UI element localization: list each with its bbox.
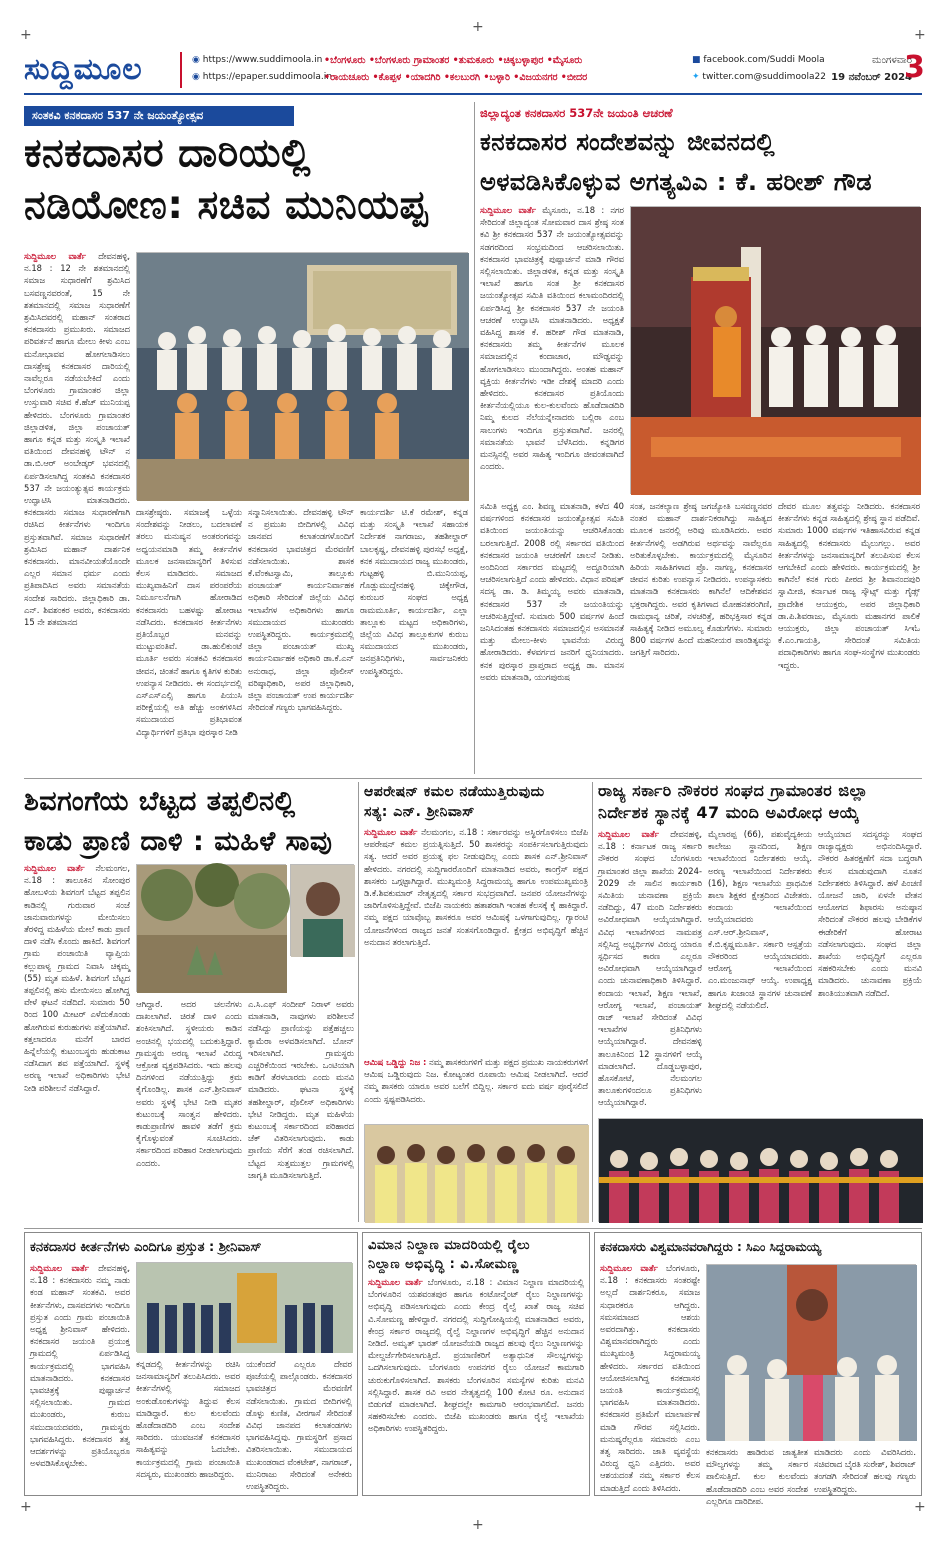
story2-headline-line1: ಕನಕದಾಸರ ಸಂದೇಶವನ್ನು ಜೀವನದಲ್ಲಿ — [480, 128, 776, 156]
logo-divider — [180, 52, 182, 88]
globe-icon: ◉ — [192, 55, 200, 65]
story3-lead-text: ನೆಲಮಂಗಲ, ನ.18 : ತಾಲೂಕಿನ ಸೋಂಪುರ ಹೋಬಳಿಯ ಶಿವಗಂಗೆ ಬೆಟ್ಟದ ತಪ್ಪಲಿನ ಕಾಡಿನಲ್ಲಿ ಗುರುವಾರ ಸಂಜೆ ಜಾನುವಾರುಗಳನ್ನು ಮೇಯಿಸಲು ತೆರಳಿದ್ದ ಮಹಿಳೆಯ ಮೇಲೆ ಕಾಡು ಪ್ರಾಣಿ ದಾಳಿ ನಡೆಸಿ ಕೊಂದು ಹಾಕಿದೆ. ಶಿವಗಂಗೆ ಗ್ರಾಮ ಪಂಚಾಯಿತಿ ವ್ಯಾಪ್ತಿಯ ಕಲ್ಲುಪಾಳ್ಯ ಗ್ರಾಮದ ನಿವಾಸಿ ಚಿಕ್ಕಮ್ಮ (55) ಮೃತ ಮಹಿಳೆ. ಶಿವಗಂಗೆ ಬೆಟ್ಟದ ತಪ್ಪಲಿನಲ್ಲಿ ಹಸು ಮೇಯಿಸಲು ಹೋಗಿದ್ದ ವೇಳೆ ಘಟನೆ ನಡೆದಿದೆ. ಸುಮಾರು 50 ರಿಂದ 100 ಮೀಟರ್ ಎಳೆದುಕೊಂಡು ಹೋಗಿರುವ ಕುರುಹುಗಳು ಪತ್ತೆಯಾಗಿವೆ. ಕತ್ತಲಾದರೂ ಮನೆಗೆ ಬಾರದ ಹಿನ್ನೆಲೆಯಲ್ಲಿ ಕುಟುಂಬಸ್ಥರು ಹುಡುಕಾಟ ನಡೆಸಿದಾಗ ಶವ ಪತ್ತೆಯಾಗಿದೆ. ಸ್ಥಳಕ್ಕೆ ಅರಣ್ಯ ಇಲಾಖೆ ಅಧಿಕಾರಿಗಳು ಭೇಟಿ ನೀಡಿ ಪರಿಶೀಲನೆ ನಡೆಸಿದ್ದಾರೆ. — [24, 863, 130, 1093]
story3-photo-forest — [136, 864, 286, 992]
column-divider-top — [474, 102, 475, 774]
district-list — [324, 52, 684, 86]
story1-lead-text: ದೇವನಹಳ್ಳಿ, ನ.18 : 12 ನೇ ಶತಮಾನದಲ್ಲಿ ಸಮಾಜ ಸುಧಾರಣೆಗೆ ಶ್ರಮಿಸಿದ ಬಸವಣ್ಣನವರಂತೆ, 15 ನೇ ಶತಮಾನದಲ್ಲಿ ಸಮಾಜ ಸುಧಾರಣೆಗೆ ಶ್ರಮಿಸಿದವರಲ್ಲಿ ಮಹಾನ್ ಸಂತರಾದ ಕನಕದಾಸರು ಪ್ರಮುಖರು. ಸಮಾಜದ ಪರಿವರ್ತನೆ ಹಾಗೂ ಮೇಲು ಕೀಳು ಎಂಬ ಮನೋಭಾವವ ಹೋಗಲಾಡಿಸಲು ದಾಸಶ್ರೇಷ್ಠ ಕನಕದಾಸರ ದಾರಿಯಲ್ಲಿ ನಾವೆಲ್ಲರೂ ನಡೆಯಬೇಕಿದೆ ಎಂದು ಬೆಂಗಳೂರು ಗ್ರಾಮಾಂತರ ಜಿಲ್ಲಾ ಉಸ್ತುವಾರಿ ಸಚಿವ ಕೆ.ಹೆಚ್ ಮುನಿಯಪ್ಪ ಹೇಳಿದರು. ಬೆಂಗಳೂರು ಗ್ರಾಮಾಂತರ ಜಿಲ್ಲಾಡಳಿತ, ಜಿಲ್ಲಾ ಪಂಚಾಯತ್ ಹಾಗೂ ಕನ್ನಡ ಮತ್ತು ಸಂಸ್ಕೃತಿ ಇಲಾಖೆ ವತಿಯಿಂದ ದೇವನಹಳ್ಳಿ ಟೌನ್ ನ ಡಾ.ಬಿ.ಆರ್ ಅಂಬೇಡ್ಕರ್ ಭವನದಲ್ಲಿ ಏರ್ಪಡಿಸಲಾಗಿದ್ದ ಸಂತಕವಿ ಕನಕದಾಸರ 537 ನೇ ಜಯಂತ್ಯುತ್ಸವ ಕಾರ್ಯಕ್ರಮ ಉದ್ಘಾಟಿಸಿ ಮಾತನಾಡಿದರು. ಕನಕದಾಸರು ಸಮಾಜ ಸುಧಾರಣೆಗಾಗಿ ರಚಿಸಿದ ಕೀರ್ತನೆಗಳು ಇಂದಿಗೂ ಪ್ರಸ್ತುತವಾಗಿವೆ. ಸಮಾಜ ಸುಧಾರಣೆಗೆ ಶ್ರಮಿಸಿದ ಮಹಾನ್ ದಾರ್ಶನಿಕ ಕನಕದಾಸರು. ಮಾನವೀಯತೆಯೊಂದೇ ಎಲ್ಲರ ಸಮಾನ ಧರ್ಮ ಎಂದು ಪ್ರತಿಪಾದಿಸಿದ ಅವರು ಸಮಾನತೆಯ ಸಂದೇಶ ಸಾರಿದರು. ಜಿಲ್ಲಾಧಿಕಾರಿ ಡಾ. ಎನ್. ಶಿವಶಂಕರ ಅವರು, ಕನಕದಾಸರು 15 ನೇ ಶತಮಾನದ — [24, 251, 130, 628]
story7-headline-line2: ನಿಲ್ದಾಣ ಅಭಿವೃದ್ಧಿ : ವಿ.ಸೋಮಣ್ಣ — [368, 1257, 520, 1272]
story2-photo — [630, 206, 920, 494]
page-number: 3 — [904, 50, 925, 85]
story6-byline: ಸುದ್ದಿಮೂಲ ವಾರ್ತೆ — [30, 1263, 89, 1273]
story8-lead-column — [600, 1262, 700, 1492]
story4-photo-image — [365, 1125, 589, 1223]
story1-headline-line2: ನಡಿಯೋಣ: ಸಚಿವ ಮುನಿಯಪ್ಪ — [24, 183, 428, 228]
story1-byline: ಸುದ್ದಿಮೂಲ ವಾರ್ತೆ — [24, 251, 86, 261]
story3-forest-image — [137, 865, 287, 993]
facebook-icon: ■ — [692, 55, 701, 65]
story4-headline-line2: ಸತ್ಯ: ಎನ್. ಶ್ರೀನಿವಾಸ್ — [364, 804, 475, 820]
story6-photo — [136, 1262, 352, 1352]
story4-headline-line1: ಆಪರೇಷನ್ ಕಮಲ ನಡೆಯುತ್ತಿರುವುದು — [364, 784, 545, 800]
crop-mark-bottom-right: + — [914, 1499, 926, 1515]
story4-byline: ಸುದ್ದಿಮೂಲ ವಾರ್ತೆ — [364, 827, 418, 837]
story5-photo — [598, 1118, 922, 1222]
website-urls — [192, 52, 332, 86]
story1-headline-line1: ಕನಕದಾಸರ ದಾರಿಯಲ್ಲಿ — [24, 131, 311, 176]
story6-photo-image — [137, 1263, 353, 1353]
story7-lead-column — [368, 1276, 584, 1492]
story4-subhead: ಆಮಿಷ ಒಡ್ಡಿದ್ದು ನಿಜ : — [364, 1057, 427, 1067]
crop-mark-top-center: + — [472, 19, 484, 35]
masthead-logo: ಸುದ್ದಿಮೂಲ — [24, 52, 143, 87]
district-line-1: •ಬೆಂಗಳೂರು •ಬೆಂಗಳೂರು ಗ್ರಾಮಾಂತರ •ತುಮಕೂರು •ಚಿಕ್ಕಬಳ್ಳಾಪುರ •ಮೈಸೂರು — [324, 55, 583, 66]
story5-headline-line2: ನಿರ್ದೇಶಕ ಸ್ಥಾನಕ್ಕೆ 47 ಮಂದಿ ಅವಿರೋಧ ಆಯ್ಕೆ — [598, 803, 860, 822]
twitter-icon: ✦ — [692, 72, 700, 82]
story3-headline-line2: ಕಾಡು ಪ್ರಾಣಿ ದಾಳಿ : ಮಹಿಳೆ ಸಾವು — [24, 826, 333, 857]
crop-mark-top-right: + — [914, 27, 926, 43]
story1-lead-column — [24, 250, 130, 770]
twitter-link[interactable]: twitter.com@suddimoola22 — [702, 72, 826, 82]
story1-column-2: ದಾಸಶ್ರೇಷ್ಠರು. ಸಮಾಜಕ್ಕೆ ಒಳ್ಳೆಯ ಸಂದೇಶವನ್ನು ನೀಡಲು, ಬದಲಾವಣೆ ತರಲು ಮನುಷ್ಯನ ಅಂತರಂಗವನ್ನು ಅಧ್ಯಯನಮಾಡಿ ತಮ್ಮ ಕೀರ್ತನೆಗಳ ಮೂಲಕ ಜನಸಾಮಾನ್ಯರಿಗೆ ತಿಳಿಸುವ ಕೆಲಸ ಮಾಡಿದರು. ಸಮಾಜದ ಮುಖ್ಯವಾಹಿನಿಗೆ ದಾಸ ಪರಂಪರೆಯ ನಿರ್ಮೂಲನೆಗಾಗಿ ಹೋರಾಡಿದ ಕನಕದಾಸರು ಬಹಳಷ್ಟು ಹೋರಾಟ ನಡೆಸಿದರು. ಕನಕದಾಸರ ಕೀರ್ತನೆಗಳು ಪ್ರತಿಯೊಬ್ಬರ ಮನವನ್ನು ಮುಟ್ಟುವಂತಿವೆ. ಡಾ.ಹುಲಿಕುಂಟೆ ಮೂರ್ತಿ ಅವರು ಸಂತಕವಿ ಕನಕದಾಸರ ಜೀವನ, ಚಿಂತನೆ ಹಾಗೂ ಕೃತಿಗಳ ಕುರಿತು ಉಪನ್ಯಾಸ ನೀಡಿದರು. ಈ ಸಂದರ್ಭದಲ್ಲಿ ಎಸ್ಎಸ್ಎಲ್ಸಿ ಹಾಗೂ ಪಿಯುಸಿ ಪರೀಕ್ಷೆಯಲ್ಲಿ ಅತಿ ಹೆಚ್ಚು ಅಂಕಗಳಿಸಿದ ಸಮುದಾಯದ ಪ್ರತಿಭಾವಂತ ವಿದ್ಯಾರ್ಥಿಗಳಿಗೆ ಪ್ರತಿಭಾ ಪುರಸ್ಕಾರ ನೀಡಿ — [136, 507, 242, 737]
story3-headline-line1: ಶಿವಗಂಗೆಯ ಬೆಟ್ಟದ ತಪ್ಪಲಿನಲ್ಲಿ — [24, 786, 296, 817]
story6-headline[interactable]: ಕನಕದಾಸರ ಕೀರ್ತನೆಗಳು ಎಂದಿಗೂ ಪ್ರಸ್ತುತ : ಶ್ರೀನಿವಾಸ್ — [30, 1240, 262, 1255]
story5-headline[interactable] — [598, 780, 922, 824]
crop-mark-bottom-center: + — [472, 1517, 484, 1533]
story4-lead-column — [364, 826, 588, 1052]
story4-headline[interactable] — [364, 782, 590, 822]
story5-byline: ಸುದ್ದಿಮೂಲ ವಾರ್ತೆ — [598, 829, 659, 839]
story8-lead-text: ಬೆಂಗಳೂರು, ನ.18 : ಕನಕದಾಸರು ಸಂತರಷ್ಟೇ ಅಲ್ಲದೆ ದಾರ್ಶನಿಕರೂ, ಸಮಾಜ ಸುಧಾರಕರೂ ಆಗಿದ್ದರು. ಸಮಸಮಾಜದ ಆಶಯ ಅವರದಾಗಿತ್ತು. ಕನಕದಾಸರು ವಿಶ್ವಮಾನವರಾಗಿದ್ದರು ಎಂದು ಮುಖ್ಯಮಂತ್ರಿ ಸಿದ್ದರಾಮಯ್ಯ ಹೇಳಿದರು. ಸರ್ಕಾರದ ವತಿಯಿಂದ ಆಯೋಜಿಸಲಾಗಿದ್ದ ಕನಕದಾಸರ ಜಯಂತಿ ಕಾರ್ಯಕ್ರಮದಲ್ಲಿ ಭಾಗವಹಿಸಿ ಮಾತನಾಡಿದರು. ಕನಕದಾಸರ ಪ್ರತಿಮೆಗೆ ಮಾಲಾರ್ಪಣೆ ಮಾಡಿ ಗೌರವ ಸಲ್ಲಿಸಿದರು. ಮನುಷ್ಯರೆಲ್ಲರೂ ಸಮಾನರು ಎಂಬ ತತ್ವ ಸಾರಿದರು. ಜಾತಿ ವ್ಯವಸ್ಥೆಯ ವಿರುದ್ಧ ಧ್ವನಿ ಎತ್ತಿದರು. ಅವರ ಆಶಯದಂತೆ ನಮ್ಮ ಸರ್ಕಾರ ಕೆಲಸ ಮಾಡುತ್ತಿದೆ ಎಂದು ತಿಳಿಸಿದರು. — [600, 1263, 700, 1493]
story7-headline[interactable] — [368, 1236, 588, 1274]
story8-photo — [706, 1264, 916, 1440]
story2-column-4: ದೇವರ ಮೂಲ ತತ್ವವನ್ನು ನೀಡಿದರು. ಕನಕದಾಸರ ಕೀರ್ತನೆಗಳು ಕನ್ನಡ ಸಾಹಿತ್ಯದಲ್ಲಿ ಶ್ರೇಷ್ಠ ಸ್ಥಾನ ಪಡೆದಿವೆ. ಸುಮಾರು 1000 ವರ್ಷಗಳ ಇತಿಹಾಸವಿರುವ ಕನ್ನಡ ಸಾಹಿತ್ಯದಲ್ಲಿ ಕನಕದಾಸರು ಮೈಲುಗಲ್ಲು. ಅವರ ಕೀರ್ತನೆಗಳನ್ನು ಜನಸಾಮಾನ್ಯರಿಗೆ ತಲುಪಿಸುವ ಕೆಲಸ ಆಗಬೇಕಿದೆ ಎಂದು ಹೇಳಿದರು. ಕಾರ್ಯಕ್ರಮದಲ್ಲಿ ಶ್ರೀ ಕಾಗಿನೆಲೆ ಕನಕ ಗುರು ಪೀಠದ ಶ್ರೀ ಶಿವಾನಂದಪುರಿ ಸ್ವಾಮೀಜಿ, ಕರ್ನಾಟಕ ರಾಜ್ಯ ಸ್ಕೌಟ್ಸ್ ಮತ್ತು ಗೈಡ್ಸ್ ಪ್ರಾದೇಶಿಕ ಆಯುಕ್ತರು, ಅಪರ ಜಿಲ್ಲಾಧಿಕಾರಿ ಡಾ.ಪಿ.ಶಿವರಾಜು, ಮೈಸೂರು ಮಹಾನಗರ ಪಾಲಿಕೆ ಆಯುಕ್ತರು, ಜಿಲ್ಲಾ ಪಂಚಾಯತ್ ಸಿಇಓ ಕೆ.ಎಂ.ಗಾಯತ್ರಿ, ಸೇರಿದಂತೆ ಸಮಿತಿಯ ಪದಾಧಿಕಾರಿಗಳು ಹಾಗೂ ಸಂಘ-ಸಂಸ್ಥೆಗಳ ಮುಖಂಡರು ಇದ್ದರು. — [778, 501, 920, 670]
issue-date-text: 19 ನವೆಂಬರ್ 2024 — [831, 72, 912, 83]
victim-portrait-image — [291, 865, 355, 957]
story1-column-4: ಕಾರ್ಯದರ್ಶಿ ಟಿ.ಕೆ ರಮೇಶ್, ಕನ್ನಡ ಮತ್ತು ಸಂಸ್ಕೃತಿ ಇಲಾಖೆ ಸಹಾಯಕ ನಿರ್ದೇಶಕ ನಾಗರಾಜು, ತಹಶೀಲ್ದಾರ್ ಬಾಲಕೃಷ್ಣ, ದೇವನಹಳ್ಳಿ ಪುರಸಭೆ ಅಧ್ಯಕ್ಷೆ, ಕನಕ ಸಮುದಾಯದ ರಾಜ್ಯ ಮುಖಂಡರು, ಗುಟ್ಟಹಳ್ಳಿ ಬಿ.ಮುನಿಯಪ್ಪ, ಗೊಡ್ಲುಮುದ್ದೇನಹಳ್ಳಿ ಚಿಕ್ಕೇಗೌಡ, ಕುರುಬರ ಸಂಘದ ಅಧ್ಯಕ್ಷ ರಾಮಮೂರ್ತಿ, ಕಾರ್ಯದರ್ಶಿ, ಎಲ್ಲಾ ತಾಲ್ಲೂಕು ಮಟ್ಟದ ಅಧಿಕಾರಿಗಳು, ಜಿಲ್ಲೆಯ ವಿವಿಧ ತಾಲ್ಲೂಕುಗಳ ಕುರುಬ ಸಮುದಾಯದ ಮುಖಂಡರು, ಜನಪ್ರತಿನಿಧಿಗಳು, ಸಾರ್ವಜನಿಕರು ಉಪಸ್ಥಿತರಿದ್ದರು. — [360, 507, 468, 676]
url-epaper[interactable]: https://epaper.suddimoola.in — [202, 72, 332, 82]
story6-column-3: ಯುಕೆಂದರೆ ಎಲ್ಲರೂ ದೇವರ ಪೂಜೆಯಲ್ಲಿ ಪಾಲ್ಗೊಂಡರು. ಕನಕದಾಸರ ಭಾವಚಿತ್ರದ ಮೆರವಣಿಗೆ ನಡೆಸಲಾಯಿತು. ಗ್ರಾಮದ ಬೀದಿಗಳಲ್ಲಿ ಡೊಳ್ಳು ಕುಣಿತ, ವೀರಗಾಸೆ ಸೇರಿದಂತೆ ವಿವಿಧ ಜಾನಪದ ಕಲಾತಂಡಗಳು ಭಾಗವಹಿಸಿದ್ದವು. ಗ್ರಾಮಸ್ಥರಿಗೆ ಪ್ರಸಾದ ವಿತರಿಸಲಾಯಿತು. ಸಮುದಾಯದ ಮುಖಂಡರಾದ ವೆಂಕಟೇಶ್, ನಾಗರಾಜ್, ಮುನಿರಾಜು ಸೇರಿದಂತೆ ಅನೇಕರು ಉಪಸ್ಥಿತರಿದ್ದರು. — [246, 1359, 352, 1492]
story4-subsection — [364, 1056, 588, 1120]
horizontal-divider-lower — [24, 1228, 922, 1229]
story2-kicker: ಜಿಲ್ಲಾದ್ಯಂತ ಕನಕದಾಸರ 537ನೇ ಜಯಂತಿ ಆಚರಣೆ — [480, 106, 673, 120]
story1-column-3: ಸನ್ಮಾನಿಸಲಾಯಿತು. ದೇವನಹಳ್ಳಿ ಟೌನ್ ನ ಪ್ರಮುಖ ಬೀದಿಗಳಲ್ಲಿ ವಿವಿಧ ಜಾನಪದ ಕಲಾತಂಡಗಳೊಂದಿಗೆ ಕನಕದಾಸರ ಭಾವಚಿತ್ರದ ಮೆರವಣಿಗೆ ನಡೆಸಲಾಯಿತು. ಶಾಸಕ ಕೆ.ವೆಂಕಟಸ್ವಾಮಿ, ತಾಲ್ಲೂಕು ಪಂಚಾಯತ್ ಕಾರ್ಯನಿರ್ವಾಹಕ ಅಧಿಕಾರಿ ಸೇರಿದಂತೆ ಜಿಲ್ಲೆಯ ವಿವಿಧ ಇಲಾಖೆಗಳ ಅಧಿಕಾರಿಗಳು ಹಾಗೂ ಸಮುದಾಯದ ಮುಖಂಡರು ಉಪಸ್ಥಿತರಿದ್ದರು. ಕಾರ್ಯಕ್ರಮದಲ್ಲಿ ಜಿಲ್ಲಾ ಪಂಚಾಯತ್ ಮುಖ್ಯ ಕಾರ್ಯನಿರ್ವಾಹಕ ಅಧಿಕಾರಿ ಡಾ.ಕೆ.ಎನ್ ಅನುರಾಧ, ಜಿಲ್ಲಾ ಪೊಲೀಸ್ ವರಿಷ್ಠಾಧಿಕಾರಿ, ಅಪರ ಜಿಲ್ಲಾಧಿಕಾರಿ, ಜಿಲ್ಲಾ ಪಂಚಾಯತ್ ಉಪ ಕಾರ್ಯದರ್ಶಿ ಸೇರಿದಂತೆ ಗಣ್ಯರು ಭಾಗವಹಿಸಿದ್ದರು. — [248, 507, 354, 713]
story2-column-3: ಸಂತ, ಜನಕಲ್ಯಾಣ ಶ್ರೇಷ್ಠ ಜಗಜ್ಯೋತಿ ಬಸವಣ್ಣನವರ ನಂತರ ಮಹಾನ್ ದಾರ್ಶನಿಕರಾಗಿದ್ದು ಸಾಹಿತ್ಯದ ಮೂಲಕ ಜನರಲ್ಲಿ ಅರಿವು ಮೂಡಿಸಿದರು. ಅವರ ಕೀರ್ತನೆಗಳಲ್ಲಿ ಅಡಗಿರುವ ಅರ್ಥವನ್ನು ನಾವೆಲ್ಲರೂ ಅರಿತುಕೊಳ್ಳಬೇಕು. ಕಾರ್ಯಕ್ರಮದಲ್ಲಿ ಮೈಸೂರಿನ ಹಿರಿಯ ಸಾಹಿತಿಗಳಾದ ಪ್ರೊ. ನಾಗಣ್ಣ, ಕನಕದಾಸರ ಜೀವನ ಕುರಿತು ಉಪನ್ಯಾಸ ನೀಡಿದರು. ಉಪನ್ಯಾಸಕರು ಮಾತನಾಡಿ ಕನಕದಾಸರು ಕಾಗಿನೆಲೆ ಆದಿಕೇಶವನ ಭಕ್ತರಾಗಿದ್ದರು. ಅವರ ಕೃತಿಗಳಾದ ಮೋಹನತರಂಗಿಣಿ, ರಾಮಧಾನ್ಯ ಚರಿತೆ, ನಳಚರಿತ್ರೆ, ಹರಿಭಕ್ತಿಸಾರ ಕನ್ನಡ ಸಾಹಿತ್ಯಕ್ಕೆ ನೀಡಿದ ಅಮೂಲ್ಯ ಕೊಡುಗೆಗಳು. ಸುಮಾರು 800 ವರ್ಷಗಳ ಹಿಂದೆ ಮಹನೀಯರ ಪಾಂಡಿತ್ಯವನ್ನು ಜಗತ್ತಿಗೆ ಸಾರಿದರು. — [630, 501, 772, 658]
story4-lead-text: ನೆಲಮಂಗಲ, ನ.18 : ಸರ್ಕಾರವನ್ನು ಅಸ್ಥಿರಗೊಳಿಸಲು ಬಿಜೆಪಿ ಆಪರೇಷನ್ ಕಮಲ ಪ್ರಯತ್ನಿಸುತ್ತಿದೆ. 50 ಶಾಸಕರನ್ನು ಸಂಪರ್ಕಿಸಲಾಗುತ್ತಿರುವುದು ಸತ್ಯ. ಆದರೆ ಅವರ ಪ್ರಯತ್ನ ಫಲ ನೀಡುವುದಿಲ್ಲ ಎಂದು ಶಾಸಕ ಎನ್.ಶ್ರೀನಿವಾಸ್ ಹೇಳಿದರು. ನಗರದಲ್ಲಿ ಸುದ್ದಿಗಾರರೊಂದಿಗೆ ಮಾತನಾಡಿದ ಅವರು, ಕಾಂಗ್ರೆಸ್ ಪಕ್ಷದ ಶಾಸಕರು ಒಗ್ಗಟ್ಟಾಗಿದ್ದಾರೆ. ಮುಖ್ಯಮಂತ್ರಿ ಸಿದ್ದರಾಮಯ್ಯ ಹಾಗೂ ಉಪಮುಖ್ಯಮಂತ್ರಿ ಡಿ.ಕೆ.ಶಿವಕುಮಾರ್ ನೇತೃತ್ವದಲ್ಲಿ ಸರ್ಕಾರ ಸುಭದ್ರವಾಗಿದೆ. ಜನಪರ ಯೋಜನೆಗಳನ್ನು ಜಾರಿಗೊಳಿಸುತ್ತಿದ್ದೇವೆ. ಬಿಜೆಪಿ ನಾಯಕರು ಹತಾಶರಾಗಿ ಇಂತಹ ಕೆಲಸಕ್ಕೆ ಕೈ ಹಾಕಿದ್ದಾರೆ. ನಮ್ಮ ಪಕ್ಷದ ಯಾವೊಬ್ಬ ಶಾಸಕರೂ ಅವರ ಆಮಿಷಕ್ಕೆ ಒಳಗಾಗುವುದಿಲ್ಲ. ಗ್ಯಾರಂಟಿ ಯೋಜನೆಗಳಿಂದ ರಾಜ್ಯದ ಜನತೆ ಸಂತಸಗೊಂಡಿದ್ದಾರೆ. ಕ್ಷೇತ್ರದ ಅಭಿವೃದ್ಧಿಗೆ ಹೆಚ್ಚಿನ ಅನುದಾನ ತರಲಾಗುತ್ತಿದೆ. — [364, 827, 588, 947]
column-divider-middle-left — [358, 782, 359, 1222]
crop-mark-bottom-left: + — [20, 1499, 32, 1515]
story1-headline[interactable] — [24, 128, 472, 232]
story5-photo-image — [599, 1119, 923, 1223]
story3-byline: ಸುದ್ದಿಮೂಲ ವಾರ್ತೆ — [24, 863, 85, 873]
masthead-rule — [24, 93, 922, 95]
story2-headline-line2: ಅಳವಡಿಸಿಕೊಳ್ಳುವ ಅಗತ್ಯವಿಎ : ಕೆ. ಹರೀಶ್ ಗೌಡ — [480, 168, 873, 196]
url-main[interactable]: https://www.suddimoola.in — [202, 55, 323, 65]
facebook-link[interactable]: facebook.com/Suddi Moola — [703, 55, 825, 65]
social-links — [692, 52, 826, 86]
story4-sub-text: ನಮ್ಮ ಶಾಸಕರುಗಳಿಗೆ ಮತ್ತು ಪಕ್ಷದ ಪ್ರಮುಖ ನಾಯಕರುಗಳಿಗೆ ಆಮಿಷ ಒಡ್ಡಿರುವುದು ನಿಜ. ಕೋಟ್ಯಂತರ ರೂಪಾಯಿ ಆಮಿಷ ನೀಡಲಾಗಿದೆ. ಆದರೆ ನಮ್ಮ ಶಾಸಕರು ಯಾರೂ ಅವರ ಬಲೆಗೆ ಬಿದ್ದಿಲ್ಲ. ಸರ್ಕಾರ ಐದು ವರ್ಷ ಪೂರೈಸಲಿದೆ ಎಂದು ಸ್ಪಷ್ಟಪಡಿಸಿದರು. — [364, 1057, 588, 1104]
story6-lead-text: ದೇವನಹಳ್ಳಿ, ನ.18 : ಕನಕದಾಸರು ನಮ್ಮ ನಾಡು ಕಂಡ ಮಹಾನ್ ಸಂತಕವಿ. ಅವರ ಕೀರ್ತನೆಗಳು, ದಾಸಪದಗಳು ಇಂದಿಗೂ ಪ್ರಸ್ತುತ ಎಂದು ಗ್ರಾಮ ಪಂಚಾಯಿತಿ ಅಧ್ಯಕ್ಷ ಶ್ರೀನಿವಾಸ್ ಹೇಳಿದರು. ಕನಕದಾಸರ ಜಯಂತಿ ಪ್ರಯುಕ್ತ ಗ್ರಾಮದಲ್ಲಿ ಏರ್ಪಡಿಸಿದ್ದ ಕಾರ್ಯಕ್ರಮದಲ್ಲಿ ಭಾಗವಹಿಸಿ ಮಾತನಾಡಿದರು. ಕನಕದಾಸರ ಭಾವಚಿತ್ರಕ್ಕೆ ಪುಷ್ಪಾರ್ಚನೆ ಸಲ್ಲಿಸಲಾಯಿತು. ಗ್ರಾಮದ ಮುಖಂಡರು, ಕುರುಬ ಸಮುದಾಯದವರು, ಗ್ರಾಮಸ್ಥರು ಭಾಗವಹಿಸಿದ್ದರು. ಕನಕದಾಸರ ತತ್ವ ಆದರ್ಶಗಳನ್ನು ಪ್ರತಿಯೊಬ್ಬರೂ ಅಳವಡಿಸಿಕೊಳ್ಳಬೇಕು. — [30, 1263, 130, 1469]
story1-photo — [136, 252, 468, 500]
issue-day: ಮಂಗಳವಾರ — [871, 55, 912, 66]
issue-date — [828, 52, 912, 86]
horizontal-divider-middle — [24, 778, 922, 779]
crop-mark-top-left: + — [20, 27, 32, 43]
story7-lead-text: ಬೆಂಗಳೂರು, ನ.18 : ವಿಮಾನ ನಿಲ್ದಾಣ ಮಾದರಿಯಲ್ಲಿ ಬೆಂಗಳೂರಿನ ಯಶವಂತಪುರ ಹಾಗೂ ಕಂಟೋನ್ಮೆಂಟ್ ರೈಲು ನಿಲ್ದಾಣಗಳನ್ನು ಅಭಿವೃದ್ಧಿ ಪಡಿಸಲಾಗುವುದು ಎಂದು ಕೇಂದ್ರ ರೈಲ್ವೆ ಖಾತೆ ರಾಜ್ಯ ಸಚಿವ ವಿ.ಸೋಮಣ್ಣ ಹೇಳಿದ್ದಾರೆ. ನಗರದಲ್ಲಿ ಸುದ್ದಿಗೋಷ್ಠಿಯಲ್ಲಿ ಮಾತನಾಡಿದ ಅವರು, ಕೇಂದ್ರ ಸರ್ಕಾರ ರಾಜ್ಯದಲ್ಲಿ ರೈಲ್ವೆ ನಿಲ್ದಾಣಗಳ ಅಭಿವೃದ್ಧಿಗೆ ಹೆಚ್ಚಿನ ಅನುದಾನ ನೀಡಿದೆ. ಅಮೃತ್ ಭಾರತ್ ಯೋಜನೆಯಡಿ ರಾಜ್ಯದ ಹಲವು ರೈಲು ನಿಲ್ದಾಣಗಳನ್ನು ಮೇಲ್ದರ್ಜೆಗೇರಿಸಲಾಗುತ್ತಿದೆ. ಪ್ರಯಾಣಿಕರಿಗೆ ಅತ್ಯಾಧುನಿಕ ಸೌಲಭ್ಯಗಳನ್ನು ಒದಗಿಸಲಾಗುವುದು. ಬೆಂಗಳೂರು ಉಪನಗರ ರೈಲು ಯೋಜನೆ ಕಾಮಗಾರಿ ಚುರುಕುಗೊಳಿಸಲಾಗಿದೆ. ಶಾಸಕರು ಬೆಂಗಳೂರಿನ ಸಮಸ್ಯೆಗಳ ಕುರಿತು ಮನವಿ ಸಲ್ಲಿಸಿದ್ದಾರೆ. ಶಾಸಕ ರವಿ ಅವರ ನೇತೃತ್ವದಲ್ಲಿ 100 ಕೋಟಿ ರೂ. ಅನುದಾನ ಬಿಡುಗಡೆ ಮಾಡಲಾಗಿದೆ. ಶೀಘ್ರದಲ್ಲೇ ಕಾಮಗಾರಿ ಆರಂಭವಾಗಲಿದೆ. ಜನರು ಸಹಕರಿಸಬೇಕು ಎಂದರು. ಬಿಜೆಪಿ ಮುಖಂಡರು ಹಾಗೂ ರೈಲ್ವೆ ಇಲಾಖೆಯ ಅಧಿಕಾರಿಗಳು ಉಪಸ್ಥಿತರಿದ್ದರು. — [368, 1277, 584, 1434]
story8-column-2: ಕನಕದಾಸರು ಹಾಡಿರುವ ಜಾತ್ಯತೀತ ಮೌಲ್ಯಗಳನ್ನು ತಮ್ಮ ಸರ್ಕಾರ ಪಾಲಿಸುತ್ತಿದೆ. ಕುಲ ಕುಲವೆಂದು ಹೊಡೆದಾಡದಿರಿ ಎಂಬ ಅವರ ಸಂದೇಶ ಎಲ್ಲರಿಗೂ ದಾರಿದೀಪ. — [706, 1447, 808, 1506]
story2-lead-text: ಮೈಸೂರು, ನ.18 : ನಗರ ಸೇರಿದಂತೆ ಜಿಲ್ಲಾದ್ಯಂತ ಸೋಮವಾರ ದಾಸ ಶ್ರೇಷ್ಠ ಸಂತ ಕವಿ ಶ್ರೀ ಕನಕದಾಸರ 537 ನೇ ಜಯಂತ್ಯೋತ್ಸವವನ್ನು ಸಡಗರದಿಂದ ಸಂಭ್ರಮದಿಂದ ಆಚರಿಸಲಾಯಿತು. ಕನಕದಾಸರ ಭಾವಚಿತ್ರಕ್ಕೆ ಪುಷ್ಪಾರ್ಚನೆ ಮಾಡಿ ಗೌರವ ಸಲ್ಲಿಸಲಾಯಿತು. ಜಿಲ್ಲಾಡಳಿತ, ಕನ್ನಡ ಮತ್ತು ಸಂಸ್ಕೃತಿ ಇಲಾಖೆ ಹಾಗೂ ಸಂತ ಶ್ರೀ ಕನಕದಾಸರ ಜಯಂತ್ಯೋತ್ಸವ ಸಮಿತಿ ವತಿಯಿಂದ ಕಲಾಮಂದಿರದಲ್ಲಿ ಏರ್ಪಡಿಸಿದ್ದ ಶ್ರೀ ಕನಕದಾಸರ 537 ನೇ ಜಯಂತಿ ಆಚರಣೆ ಉದ್ಘಾಟಿಸಿ ಮಾತನಾಡಿದರು. ಅಧ್ಯಕ್ಷತೆ ವಹಿಸಿದ್ದ ಶಾಸಕ ಕೆ. ಹರೀಶ್ ಗೌಡ ಮಾತನಾಡಿ, ಕನಕದಾಸರು ತಮ್ಮ ಕೀರ್ತನೆಗಳ ಮೂಲಕ ಸಮಾಜದಲ್ಲಿನ ಕಂದಾಚಾರ, ಮೌಢ್ಯವನ್ನು ಹೋಗಲಾಡಿಸಲು ಮುಂದಾಗಿದ್ದರು. ಅಂತಹ ಮಹಾನ್ ವ್ಯಕ್ತಿಯ ಕೀರ್ತನೆಗಳು ಇಡೀ ದೇಶಕ್ಕೆ ಮಾದರಿ ಎಂದು ಹೇಳಿದರು. ಕನಕದಾಸರ ಪ್ರತಿಯೊಂದು ಕೀರ್ತನೆಯಲ್ಲಿಯೂ ಕುಲ-ಕುಲವೆಂದು ಹೊಡೆದಾಡದಿರಿ ನಿಮ್ಮ ಕುಲದ ನೆಲೆಯನ್ನೇನಾದರು ಬಲ್ಲಿರಾ ಎಂಬ ಸಾಲುಗಳು ಇಂದಿಗೂ ಪ್ರಸ್ತುತವಾಗಿವೆ. ಜನರಲ್ಲಿ ಸಮಾನತೆಯ ಭಾವನೆ ಬೆಳೆಸಿದರು. ಕನ್ನಡಿಗರ ಮನಸ್ಸಿನಲ್ಲಿ ಅವರ ಸಾಹಿತ್ಯ ಇಂದಿಗೂ ಜೀವಂತವಾಗಿದೆ ಎಂದರು. — [480, 205, 624, 472]
story1-kicker: ಸಂತಕವಿ ಕನಕದಾಸರ 537 ನೇ ಜಯಂತ್ಯೋತ್ಸವ — [24, 106, 294, 126]
story4-photo — [364, 1124, 588, 1222]
story3-photo-victim — [290, 864, 354, 956]
story3-column-3: ಎ.ಸಿ.ಎಫ್ ಸಂದೀಪ್ ನಿರಾಳ್ ಅವರು ಮಾತನಾಡಿ, ನಾವುಗಳು ಪರಿಶೀಲನೆ ನಡೆಸಿದ್ದು ಪ್ರಾಣಿಯನ್ನು ಪತ್ತೆಹಚ್ಚಲು ಕ್ಯಾಮೆರಾ ಅಳವಡಿಸಲಾಗಿದೆ. ಬೋನ್ ಇರಿಸಲಾಗಿದೆ. ಗ್ರಾಮಸ್ಥರು ಎಚ್ಚರಿಕೆಯಿಂದ ಇರಬೇಕು. ಒಂಟಿಯಾಗಿ ಕಾಡಿಗೆ ತೆರಳಬಾರದು ಎಂದು ಮನವಿ ಮಾಡಿದರು. ಘಟನಾ ಸ್ಥಳಕ್ಕೆ ತಹಶೀಲ್ದಾರ್, ಪೊಲೀಸ್ ಅಧಿಕಾರಿಗಳು ಭೇಟಿ ನೀಡಿದ್ದರು. ಮೃತ ಮಹಿಳೆಯ ಕುಟುಂಬಕ್ಕೆ ಸರ್ಕಾರದಿಂದ ಪರಿಹಾರದ ಚೆಕ್ ವಿತರಿಸಲಾಗುವುದು. ಕಾಡು ಪ್ರಾಣಿಯ ಸೆರೆಗೆ ತಂಡ ರಚಿಸಲಾಗಿದೆ. ಬೆಟ್ಟದ ಸುತ್ತಮುತ್ತಲ ಗ್ರಾಮಗಳಲ್ಲಿ ಜಾಗೃತಿ ಮೂಡಿಸಲಾಗುತ್ತಿದೆ. — [248, 999, 354, 1180]
story6-lead-column — [30, 1262, 130, 1492]
story7-headline-line1: ವಿಮಾನ ನಿಲ್ದಾಣ ಮಾದರಿಯಲ್ಲಿ ರೈಲು — [368, 1238, 531, 1253]
story5-lead-text: ದೇವನಹಳ್ಳಿ, ನ.18 : ಕರ್ನಾಟಕ ರಾಜ್ಯ ಸರ್ಕಾರಿ ನೌಕರರ ಸಂಘದ ಬೆಂಗಳೂರು ಗ್ರಾಮಾಂತರ ಜಿಲ್ಲಾ ಶಾಖೆಯ 2024-2029 ನೇ ಸಾಲಿನ ಕಾರ್ಯಕಾರಿ ಸಮಿತಿಯ ಚುನಾವಣಾ ಪ್ರಕ್ರಿಯೆ ನಡೆದಿದ್ದು, 47 ಮಂದಿ ನಿರ್ದೇಶಕರು ಅವಿರೋಧವಾಗಿ ಆಯ್ಕೆಯಾಗಿದ್ದಾರೆ. ವಿವಿಧ ಇಲಾಖೆಗಳಿಂದ ನಾಮಪತ್ರ ಸಲ್ಲಿಸಿದ್ದ ಅಭ್ಯರ್ಥಿಗಳ ವಿರುದ್ಧ ಯಾರೂ ಸ್ಪರ್ಧಿಸದ ಕಾರಣ ಎಲ್ಲರೂ ಅವಿರೋಧವಾಗಿ ಆಯ್ಕೆಯಾಗಿದ್ದಾರೆ ಎಂದು ಚುನಾವಣಾಧಿಕಾರಿ ತಿಳಿಸಿದ್ದಾರೆ. ಕಂದಾಯ ಇಲಾಖೆ, ಶಿಕ್ಷಣ ಇಲಾಖೆ, ಆರೋಗ್ಯ ಇಲಾಖೆ, ಪಂಚಾಯತ್ ರಾಜ್ ಇಲಾಖೆ ಸೇರಿದಂತೆ ವಿವಿಧ ಇಲಾಖೆಗಳ ಪ್ರತಿನಿಧಿಗಳು ಆಯ್ಕೆಯಾಗಿದ್ದಾರೆ. ದೇವನಹಳ್ಳಿ ತಾಲೂಕಿನಿಂದ 12 ಸ್ಥಾನಗಳಿಗೆ ಆಯ್ಕೆ ಮಾಡಲಾಗಿದೆ. ದೊಡ್ಡಬಳ್ಳಾಪುರ, ಹೊಸಕೋಟೆ, ನೆಲಮಂಗಲ ತಾಲೂಕುಗಳಿಂದಲೂ ಪ್ರತಿನಿಧಿಗಳು ಆಯ್ಕೆಯಾಗಿದ್ದಾರೆ. — [598, 829, 702, 1108]
story2-byline: ಸುದ್ದಿಮೂಲ ವಾರ್ತೆ — [480, 205, 536, 215]
column-divider-middle-right — [592, 782, 593, 1222]
story5-column-3: ಆಯ್ಕೆಯಾದ ಸದಸ್ಯರನ್ನು ಸಂಘದ ರಾಜ್ಯಾಧ್ಯಕ್ಷರು ಅಭಿನಂದಿಸಿದ್ದಾರೆ. ನೌಕರರ ಹಿತರಕ್ಷಣೆಗೆ ಸದಾ ಬದ್ಧರಾಗಿ ಕೆಲಸ ಮಾಡುವುದಾಗಿ ನೂತನ ನಿರ್ದೇಶಕರು ತಿಳಿಸಿದ್ದಾರೆ. ಹಳೆ ಪಿಂಚಣಿ ಯೋಜನೆ ಜಾರಿ, ಏಳನೇ ವೇತನ ಆಯೋಗದ ಶಿಫಾರಸು ಅನುಷ್ಠಾನ ಸೇರಿದಂತೆ ನೌಕರರ ಹಲವು ಬೇಡಿಕೆಗಳ ಈಡೇರಿಕೆಗೆ ಹೋರಾಟ ನಡೆಸಲಾಗುವುದು. ಸಂಘದ ಜಿಲ್ಲಾ ಶಾಖೆಯ ಅಭಿವೃದ್ಧಿಗೆ ಎಲ್ಲರೂ ಸಹಕರಿಸಬೇಕು ಎಂದು ಮನವಿ ಮಾಡಿದರು. ಚುನಾವಣಾ ಪ್ರಕ್ರಿಯೆ ಶಾಂತಿಯುತವಾಗಿ ನಡೆದಿದೆ. — [818, 829, 922, 998]
story3-lead-column — [24, 862, 130, 1222]
story1-photo-image — [137, 253, 469, 501]
story2-headline[interactable] — [480, 122, 920, 202]
story7-byline: ಸುದ್ದಿಮೂಲ ವಾರ್ತೆ — [368, 1277, 423, 1287]
story8-byline: ಸುದ್ದಿಮೂಲ ವಾರ್ತೆ — [600, 1263, 658, 1273]
story6-column-2: ಕನ್ನಡದಲ್ಲಿ ಕೀರ್ತನೆಗಳನ್ನು ರಚಿಸಿ ಜನಸಾಮಾನ್ಯರಿಗೆ ತಲುಪಿಸಿದರು. ಅವರ ಕೀರ್ತನೆಗಳಲ್ಲಿ ಸಮಾಜದ ಅಂಕುಡೊಂಕುಗಳನ್ನು ತಿದ್ದುವ ಕೆಲಸ ಮಾಡಿದ್ದಾರೆ. ಕುಲ ಕುಲವೆಂದು ಹೊಡೆದಾಡದಿರಿ ಎಂಬ ಸಂದೇಶ ಸಾರಿದರು. ಯುವಜನತೆ ಕನಕದಾಸರ ಸಾಹಿತ್ಯವನ್ನು ಓದಬೇಕು. ಕಾರ್ಯಕ್ರಮದಲ್ಲಿ ಗ್ರಾಮ ಪಂಚಾಯಿತಿ ಸದಸ್ಯರು, ಮುಖಂಡರು ಹಾಜರಿದ್ದರು. — [136, 1359, 240, 1479]
district-line-2: •ರಾಯಚೂರು •ಕೊಪ್ಪಳ •ಯಾದಗಿರಿ •ಕಲಬುರಗಿ •ಬಳ್ಳಾರಿ •ವಿಜಯನಗರ •ಬೀದರ — [324, 72, 588, 83]
story8-headline[interactable]: ಕನಕದಾಸರು ವಿಶ್ವಮಾನವರಾಗಿದ್ದರು : ಸಿಎಂ ಸಿದ್ದರಾಮಯ್ಯ — [600, 1240, 822, 1254]
story3-column-2: ಆಗಿದ್ದಾರೆ. ಅದರ ಚಲನೆಗಳು ದಾಖಲಾಗಿವೆ. ಚಿರತೆ ದಾಳಿ ಎಂದು ಶಂಕಿಸಲಾಗಿದೆ. ಸ್ಥಳೀಯರು ಕಾಡಿನ ಅಂಚಿನಲ್ಲಿ ಭಯದಲ್ಲಿ ಬದುಕುತ್ತಿದ್ದಾರೆ. ಗ್ರಾಮಸ್ಥರು ಅರಣ್ಯ ಇಲಾಖೆ ವಿರುದ್ಧ ಆಕ್ರೋಶ ವ್ಯಕ್ತಪಡಿಸಿದರು. ಇದು ಹಲವು ದಿನಗಳಿಂದ ನಡೆಯುತ್ತಿದ್ದು ಕ್ರಮ ಕೈಗೊಂಡಿಲ್ಲ. ಶಾಸಕ ಎನ್.ಶ್ರೀನಿವಾಸ್ ಅವರು ಸ್ಥಳಕ್ಕೆ ಭೇಟಿ ನೀಡಿ ಮೃತರ ಕುಟುಂಬಕ್ಕೆ ಸಾಂತ್ವನ ಹೇಳಿದರು. ಕಾಡುಪ್ರಾಣಿಗಳ ಹಾವಳಿ ತಡೆಗೆ ಕ್ರಮ ಕೈಗೊಳ್ಳುವಂತೆ ಸೂಚಿಸಿದರು. ಸರ್ಕಾರದಿಂದ ಪರಿಹಾರ ನೀಡಲಾಗುವುದು ಎಂದರು. — [136, 999, 242, 1168]
story8-photo-image — [707, 1265, 917, 1441]
story3-headline[interactable] — [24, 782, 354, 862]
story2-column-2: ಸಮಿತಿ ಅಧ್ಯಕ್ಷ ಎಂ. ಶಿವಣ್ಣ ಮಾತನಾಡಿ, ಕಳೆದ 40 ವರ್ಷಗಳಿಂದ ಕನಕದಾಸರ ಜಯಂತ್ಯೋತ್ಸವ ಸಮಿತಿ ವತಿಯಿಂದ ಜಯಂತಿಯನ್ನು ಆಚರಿಸಿಕೊಂಡು ಬರಲಾಗುತ್ತಿದೆ. 2008 ರಲ್ಲಿ ಸರ್ಕಾರದ ವತಿಯಿಂದ ಕನಕದಾಸರ ಜಯಂತಿ ಆಚರಣೆಗೆ ಚಾಲನೆ ನೀಡಿತು. ಅಂದಿನಿಂದ ಸರ್ಕಾರದ ಮಟ್ಟದಲ್ಲಿ ಅದ್ಧೂರಿಯಾಗಿ ಆಚರಿಸಲಾಗುತ್ತಿದೆ ಎಂದು ಹೇಳಿದರು. ವಿಧಾನ ಪರಿಷತ್ ಸದಸ್ಯ ಡಾ. ಡಿ. ತಿಮ್ಮಯ್ಯ ಅವರು ಮಾತನಾಡಿ, ಕನಕದಾಸರ 537 ನೇ ಜಯಂತಿಯನ್ನು ಆಚರಿಸುತ್ತಿದ್ದೇವೆ. ಸುಮಾರು 500 ವರ್ಷಗಳ ಹಿಂದೆ ಜನಿಸಿದಂತಹ ಕನಕದಾಸರು ಸಮಾಜದಲ್ಲಿನ ಅಸಮಾನತೆ ಮತ್ತು ಮೇಲು-ಕೀಳು ಭಾವನೆಯ ವಿರುದ್ಧ ಹೋರಾಡಿದರು. ಕೆಳವರ್ಗದ ಜನರಿಗೆ ಧ್ವನಿಯಾದರು. ಕನಕ ಪುರಸ್ಕಾರ ಪ್ರಾಪ್ತರಾದ ಅಧ್ಯಕ್ಷ ಡಾ. ಮಾನಸ ಅವರು ಮಾತನಾಡಿ, ಯುಗಪುರುಷ — [480, 501, 624, 682]
story8-column-3: ಮಾಡಿದರು ಎಂದು ವಿವರಿಸಿದರು. ಸಚಿವರಾದ ಬೈರತಿ ಸುರೇಶ್, ಶಿವರಾಜ್ ತಂಗಡಗಿ ಸೇರಿದಂತೆ ಹಲವು ಗಣ್ಯರು ಉಪಸ್ಥಿತರಿದ್ದರು. — [814, 1447, 916, 1494]
story5-lead-column — [598, 828, 702, 1112]
globe-icon: ◉ — [192, 72, 200, 82]
story2-lead-column — [480, 204, 624, 496]
story5-column-2: ಮೈಲಾರಪ್ಪ (66), ಪಶುವೈದ್ಯಕೀಯ ಕಾಲೇಜು ಸ್ಥಾನದಿಂದ, ಶಿಕ್ಷಣ ಇಲಾಖೆಯಿಂದ ನಿರ್ದೇಶಕರು ಆಯ್ಕೆ. ಅರಣ್ಯ ಇಲಾಖೆಯಿಂದ ನಿರ್ದೇಶಕರು (16), ಶಿಕ್ಷಣ ಇಲಾಖೆಯ ಪ್ರಾಥಮಿಕ ಶಾಲಾ ಶಿಕ್ಷಕರ ಕ್ಷೇತ್ರದಿಂದ ವಿಜೇತರು. ಕಂದಾಯ ಇಲಾಖೆಯಿಂದ ಆಯ್ಕೆಯಾದವರು ಎಸ್.ಆರ್.ಶ್ರೀನಿವಾಸ್, ಕೆ.ಬಿ.ಕೃಷ್ಣಮೂರ್ತಿ. ಸರ್ಕಾರಿ ಆಸ್ಪತ್ರೆಯ ನೌಕರರಿಂದ ಆಯ್ಕೆಯಾದವರು. ಆರೋಗ್ಯ ಇಲಾಖೆಯಿಂದ ಎಂ.ಮಂಜುನಾಥ್ ಆಯ್ಕೆ. ಉಪಾಧ್ಯಕ್ಷ ಹಾಗೂ ಖಜಾಂಚಿ ಸ್ಥಾನಗಳ ಚುನಾವಣೆ ಶೀಘ್ರದಲ್ಲಿ ನಡೆಯಲಿದೆ. — [708, 829, 812, 1010]
story2-photo-image — [631, 207, 921, 495]
masthead — [24, 50, 925, 90]
story5-headline-line1: ರಾಜ್ಯ ಸರ್ಕಾರಿ ನೌಕರರ ಸಂಘದ ಗ್ರಾಮಾಂತರ ಜಿಲ್ಲಾ — [598, 781, 868, 800]
